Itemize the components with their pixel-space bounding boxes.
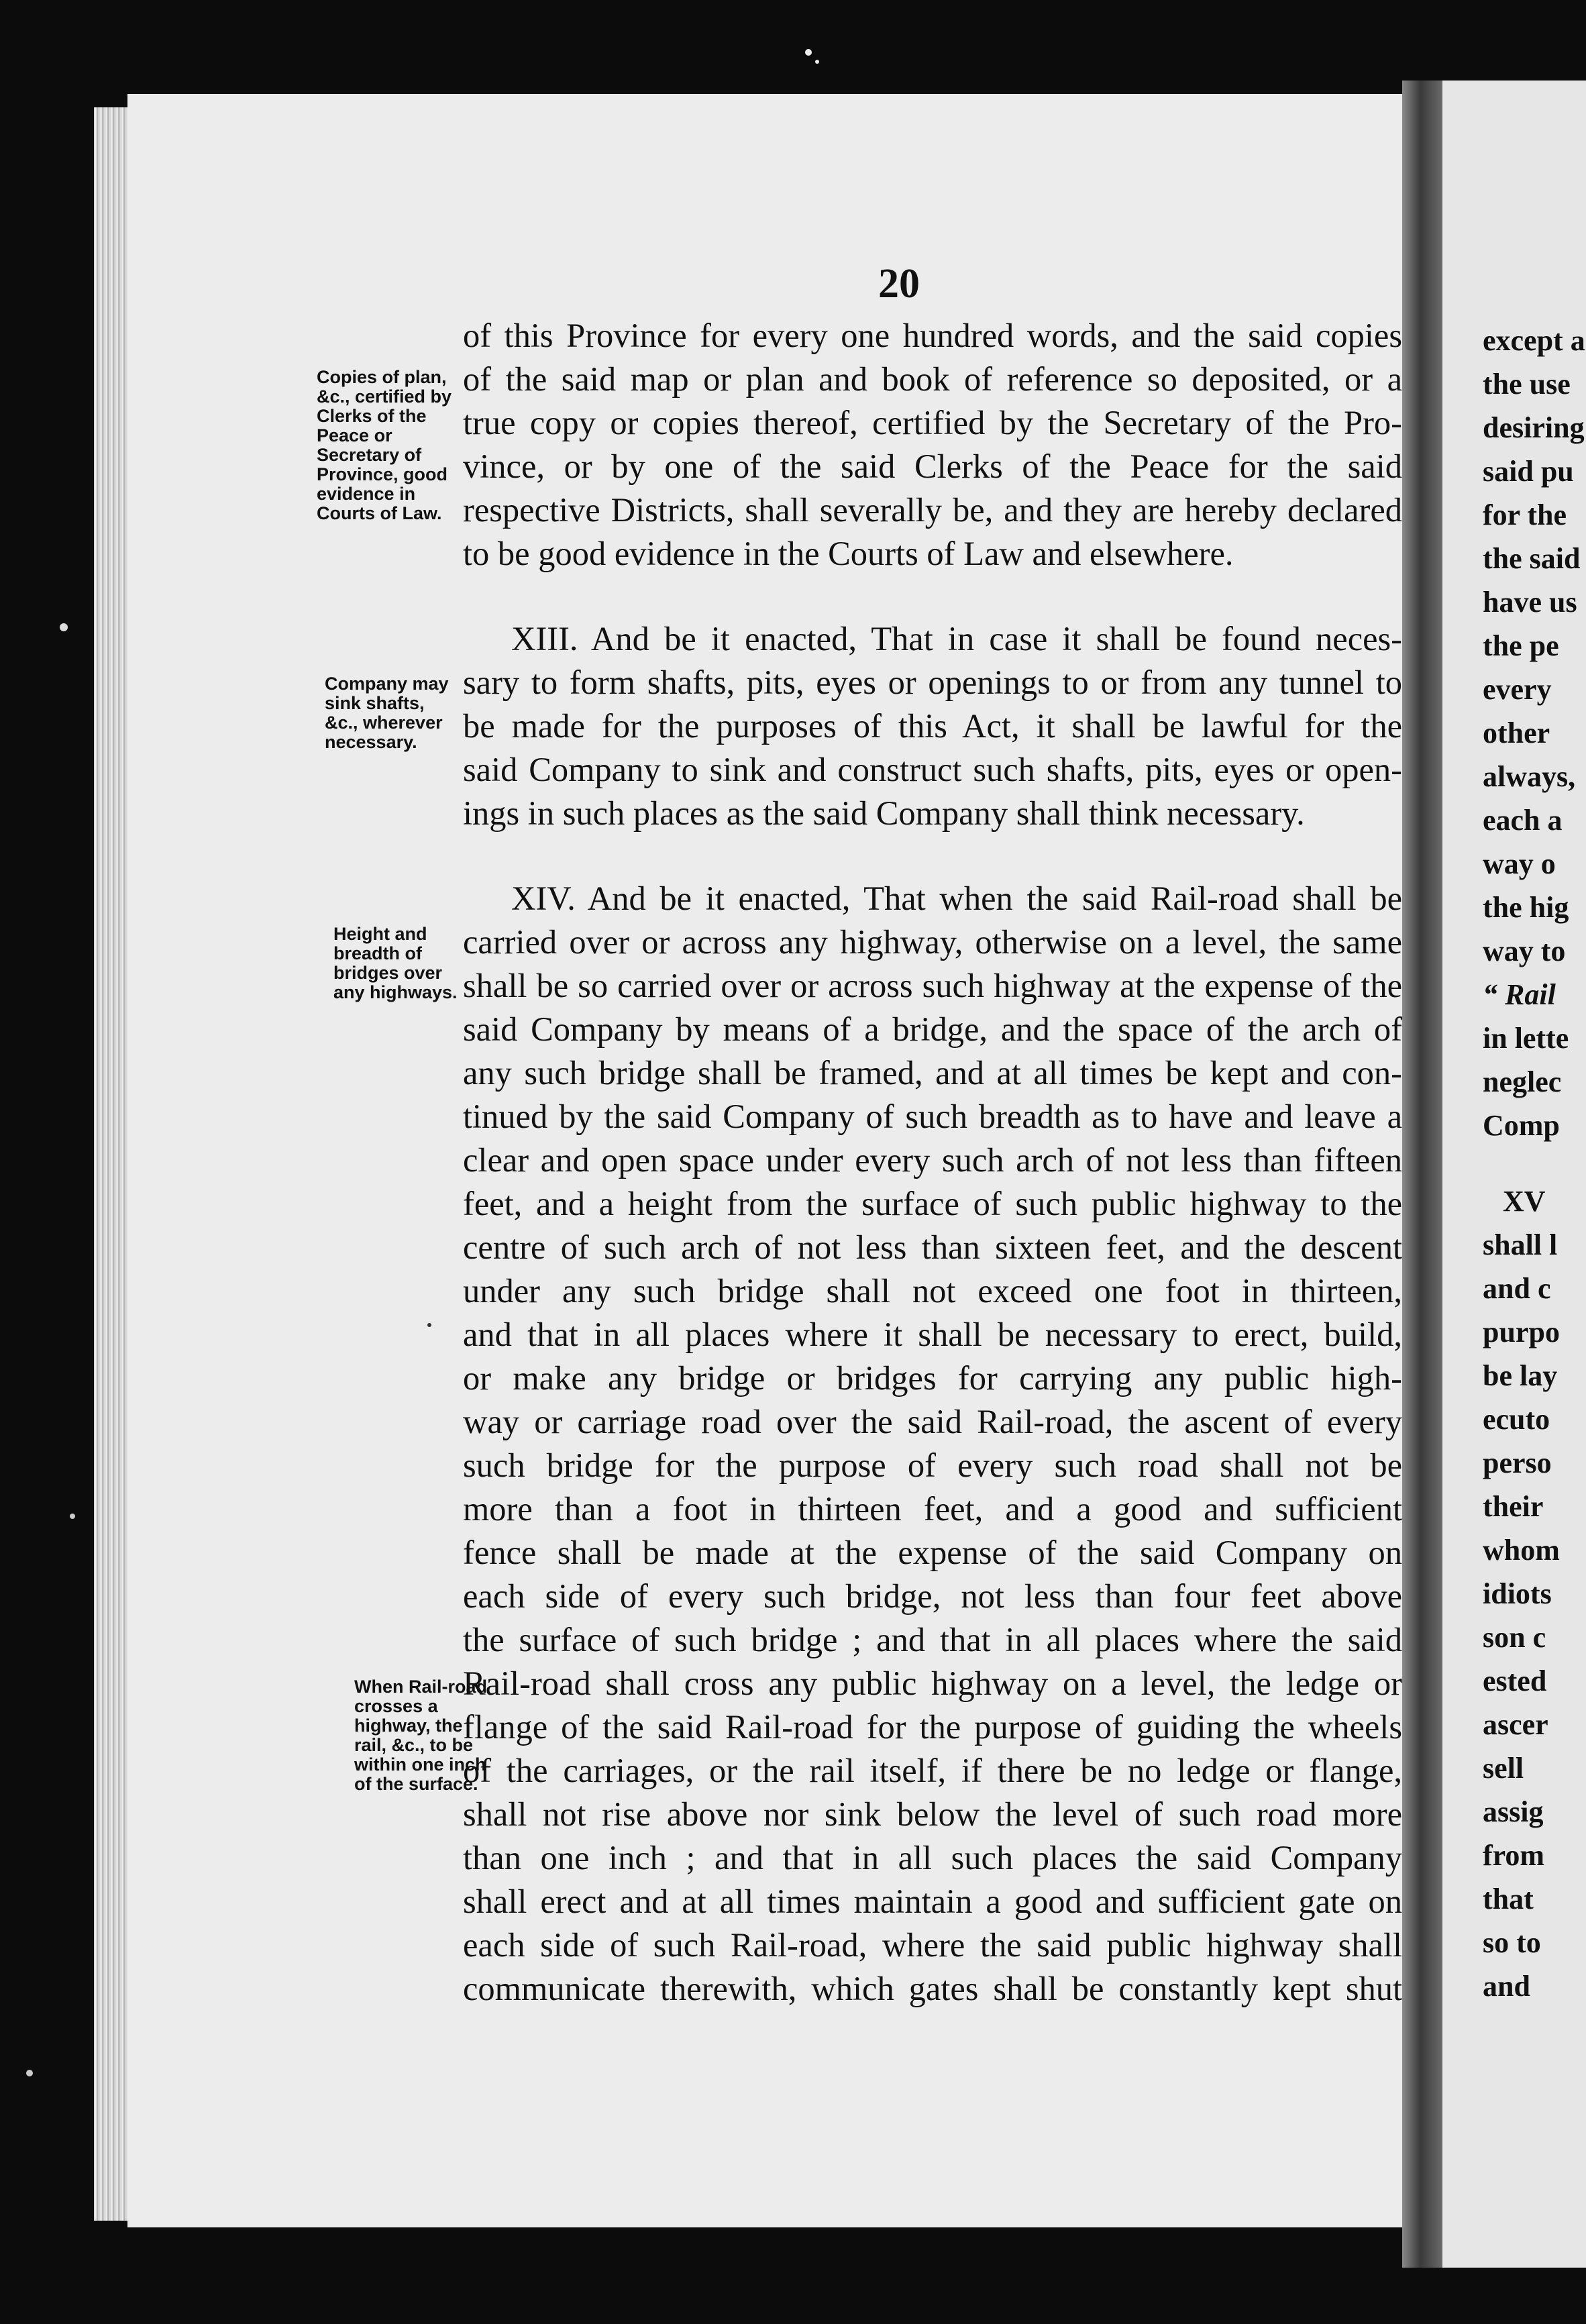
facing-line: “ Rail <box>1483 978 1556 1011</box>
facing-line: that <box>1483 1883 1534 1915</box>
facing-line: ecuto <box>1483 1403 1550 1436</box>
facing-line: said pu <box>1483 455 1574 488</box>
facing-line: and c <box>1483 1272 1551 1305</box>
text-line: sary to form shafts, pits, eyes or openings to or from any tunnel to <box>463 664 1402 701</box>
text-line: each side of such Rail-road, where the said public highway shall <box>463 1926 1402 1964</box>
facing-line: other <box>1483 717 1550 749</box>
text-line: way or carriage road over the said Rail-road, the ascent of every <box>463 1403 1402 1440</box>
facing-line: son c <box>1483 1621 1546 1654</box>
text-line: fence shall be made at the expense of the said Company on <box>463 1534 1402 1571</box>
text-line: shall not rise above nor sink below the level of such road more <box>463 1795 1402 1833</box>
facing-line: the said <box>1483 542 1581 575</box>
facing-line: ascer <box>1483 1708 1548 1741</box>
text-line: of this Province for every one hundred words, and the said copies <box>463 317 1402 354</box>
text-line: tinued by the said Company of such breadth as to have and leave a <box>463 1098 1402 1135</box>
text-line: such bridge for the purpose of every such road shall not be <box>463 1446 1402 1484</box>
text-line: XIV. And be it enacted, That when the said Rail-road shall be <box>511 880 1402 917</box>
text-line: or make any bridge or bridges for carrying any public high- <box>463 1359 1402 1397</box>
facing-line: way to <box>1483 935 1566 967</box>
facing-line: their <box>1483 1490 1544 1523</box>
facing-line: way o <box>1483 847 1556 880</box>
margin-note-level-crossing: When Rail-road crosses a highway, the rail, &c., to be within one inch of the surface. <box>354 1677 488 1794</box>
facing-line: for the <box>1483 498 1567 531</box>
text-line: XIII. And be it enacted, That in case it shall be found neces- <box>511 620 1402 657</box>
text-line: vince, or by one of the said Clerks of the Peace for the said <box>463 447 1402 485</box>
facing-line: Comp <box>1483 1109 1560 1142</box>
text-line: of the said map or plan and book of reference so deposited, or a <box>463 360 1402 398</box>
text-line: each side of every such bridge, not less than four feet above <box>463 1577 1402 1615</box>
text-line: true copy or copies thereof, certified by the Secretary of the Pro- <box>463 404 1402 441</box>
facing-line: in lette <box>1483 1022 1569 1055</box>
facing-line: from <box>1483 1839 1545 1872</box>
text-line: more than a foot in thirteen feet, and a good and sufficient <box>463 1490 1402 1528</box>
facing-line: sell <box>1483 1752 1524 1785</box>
facing-line: every <box>1483 673 1552 706</box>
text-line: Rail-road shall cross any public highway on a level, the ledge or <box>463 1665 1402 1702</box>
facing-line: and <box>1483 1970 1530 2003</box>
facing-line: neglec <box>1483 1065 1562 1098</box>
text-line: communicate therewith, which gates shall be constantly kept shut <box>463 1970 1402 2007</box>
facing-line: desiring <box>1483 411 1585 444</box>
text-line: any such bridge shall be framed, and at all times be kept and con- <box>463 1054 1402 1092</box>
text-line: flange of the said Rail-road for the purpose of guiding the wheels <box>463 1708 1402 1746</box>
text-line: under any such bridge shall not exceed one foot in thirteen, <box>463 1272 1402 1310</box>
text-line: and that in all places where it shall be necessary to erect, build, <box>463 1316 1402 1353</box>
text-line: shall erect and at all times maintain a good and sufficient gate on <box>463 1883 1402 1920</box>
text-line: clear and open space under every such arch of not less than fifteen <box>463 1141 1402 1179</box>
facing-line: whom <box>1483 1534 1560 1567</box>
margin-note-copies-evidence: Copies of plan, &c., certified by Clerks of the Peace or Secretary of Province, good evidence in Courts of Law. <box>317 367 452 523</box>
facing-line: have us <box>1483 586 1577 619</box>
text-line: said Company to sink and construct such shafts, pits, eyes or open- <box>463 751 1402 788</box>
facing-line: the pe <box>1483 629 1559 662</box>
margin-note-bridges: Height and breadth of bridges over any highways. <box>333 924 458 1002</box>
text-line: respective Districts, shall severally be, and they are hereby declared <box>463 491 1402 529</box>
facing-line: be lay <box>1483 1359 1558 1392</box>
text-line: carried over or across any highway, otherwise on a level, the same <box>463 923 1402 961</box>
facing-line: assig <box>1483 1795 1544 1828</box>
facing-line: the use <box>1483 368 1571 401</box>
facing-line: always, <box>1483 760 1576 793</box>
facing-line: XV <box>1503 1185 1546 1218</box>
facing-line: purpo <box>1483 1316 1560 1349</box>
facing-line: shall l <box>1483 1228 1558 1261</box>
facing-line: idiots <box>1483 1577 1552 1610</box>
facing-line: the hig <box>1483 891 1569 924</box>
text-line: of the carriages, or the rail itself, if there be no ledge or flange, <box>463 1752 1402 1789</box>
text-line: centre of such arch of not less than sixteen feet, and the descent <box>463 1228 1402 1266</box>
facing-line: each a <box>1483 804 1563 837</box>
text-line: the surface of such bridge ; and that in all places where the said <box>463 1621 1402 1658</box>
text-line: to be good evidence in the Courts of Law and elsewhere. <box>463 535 1234 572</box>
facing-line: so to <box>1483 1926 1541 1959</box>
facing-line: except a <box>1483 324 1585 357</box>
facing-line: perso <box>1483 1446 1552 1479</box>
text-line: ings in such places as the said Company shall think necessary. <box>463 794 1305 832</box>
text-line: said Company by means of a bridge, and the space of the arch of <box>463 1010 1402 1048</box>
text-line: be made for the purposes of this Act, it shall be lawful for the <box>463 707 1402 745</box>
page-number: 20 <box>878 261 920 307</box>
text-line: than one inch ; and that in all such places the said Company <box>463 1839 1402 1877</box>
margin-note-shafts: Company may sink shafts, &c., wherever necessary. <box>325 674 449 752</box>
text-line: shall be so carried over or across such highway at the expense of the <box>463 967 1402 1004</box>
facing-line: ested <box>1483 1665 1547 1697</box>
text-line: feet, and a height from the surface of such public highway to the <box>463 1185 1402 1222</box>
